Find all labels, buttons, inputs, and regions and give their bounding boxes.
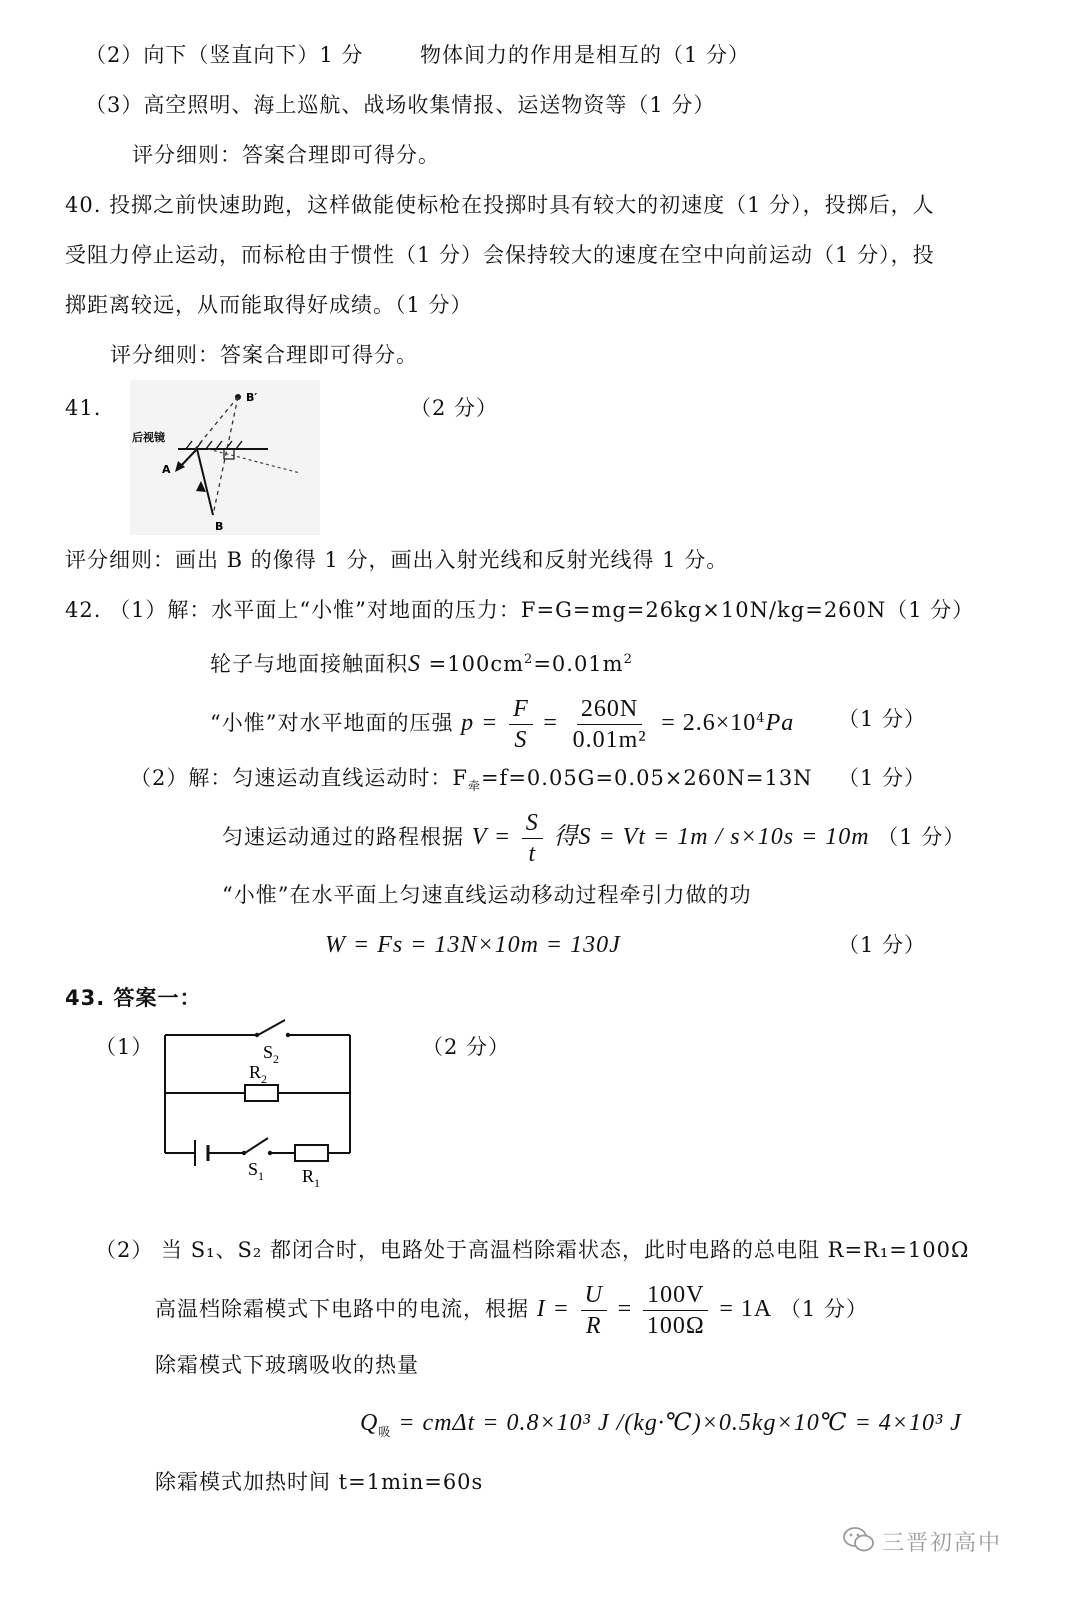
switch-s2-contact-right bbox=[286, 1033, 290, 1037]
q43-heat-intro: 除霜模式下玻璃吸收的热量 bbox=[155, 1353, 419, 1377]
q40-line-3: 掷距离较远，从而能取得好成绩。（1 分） bbox=[65, 293, 473, 317]
q43-current-formula: 高温档除霜模式下电路中的电流，根据 I = $\frac{U}{R}$ = $\frac{100V}{100\Omega}$ = 1A （1 分） bbox=[155, 1282, 868, 1339]
resistor-r2 bbox=[245, 1085, 278, 1101]
q42-work-intro: “小惟”在水平面上匀速直线运动移动过程牵引力做的功 bbox=[222, 883, 752, 907]
mirror-label: 后视镜 bbox=[132, 431, 165, 444]
q42-part2-force: （2）解：匀速运动直线运动时：$F_牵=f=0.05G=0.05\times 260N=13N$ bbox=[130, 766, 813, 794]
circuit-diagram bbox=[150, 1010, 365, 1190]
q42-pressure-score: （1 分） bbox=[838, 707, 927, 731]
q43-title: 43. 答案一： bbox=[65, 986, 202, 1010]
q43-part2-line-1: （2） 当 S₁、S₂ 都闭合时，电路处于高温档除霜状态，此时电路的总电阻 R=R₁=100Ω bbox=[95, 1238, 970, 1262]
q43-part1-score: （2 分） bbox=[422, 1035, 511, 1059]
label-s2: $S_2$ bbox=[263, 1042, 280, 1066]
q41-scoring-rule: 评分细则：画出 B 的像得 1 分，画出入射光线和反射光线得 1 分。 bbox=[65, 548, 729, 572]
q42-line-2: 轮子与地面接触面积$S =100cm^2=0.01m^2$ bbox=[210, 651, 633, 677]
q39-part3-answer: （3）高空照明、海上巡航、战场收集情报、运送物资等（1 分） bbox=[85, 93, 716, 117]
diagram-background bbox=[130, 380, 320, 535]
label-r1: $R_1$ bbox=[302, 1166, 321, 1190]
switch-s1-contact-left bbox=[242, 1151, 246, 1155]
wechat-icon bbox=[842, 1525, 876, 1555]
q39-part2-reason: 物体间力的作用是相互的（1 分） bbox=[420, 43, 751, 67]
switch-s2-contact-left bbox=[255, 1033, 259, 1037]
q42-work-formula: W = Fs = 13N×10m = 130J bbox=[325, 932, 621, 958]
q43-part1-label: （1） bbox=[95, 1035, 154, 1059]
q42-pressure-formula: “小惟”对水平地面的压强 p = $\frac{F}{S}$ = $\frac{260N}{\text{0.01m²}}$ = $2.6\times 10^4Pa$ bbox=[210, 696, 795, 753]
q42-work-score: （1 分） bbox=[838, 933, 927, 957]
q40-line-2: 受阻力停止运动，而标枪由于惯性（1 分）会保持较大的速度在空中向前运动（1 分），投 bbox=[65, 243, 935, 267]
q39-part2-answer: （2）向下（竖直向下）1 分 bbox=[85, 43, 364, 67]
point-a-label: A bbox=[162, 463, 171, 476]
mirror-ray-diagram bbox=[120, 375, 320, 535]
label-s1: $S_1$ bbox=[248, 1159, 265, 1183]
switch-s1-blade bbox=[245, 1138, 268, 1153]
point-b-label: B bbox=[215, 520, 224, 533]
q43-heat-formula: $Q_吸 = cm\Delta t = 0.8\times 10^3$ J /(kg·℃)×0.5kg×10℃ = 4×10³ J bbox=[360, 1410, 962, 1439]
q41-number: 41. bbox=[65, 396, 102, 420]
q40-line-1: 40. 投掷之前快速助跑，这样做能使标枪在投掷时具有较大的初速度（1 分），投掷后，人 bbox=[65, 193, 935, 217]
q40-scoring-rule: 评分细则：答案合理即可得分。 bbox=[110, 343, 418, 367]
watermark-text: 三晋初高中 bbox=[882, 1531, 1003, 1556]
q42-part2-force-score: （1 分） bbox=[838, 766, 927, 790]
point-b-prime-label: B′ bbox=[246, 391, 258, 404]
switch-s1-contact-right bbox=[268, 1151, 272, 1155]
label-r2: $R_2$ bbox=[249, 1062, 268, 1086]
q42-line-1: 42. （1）解：水平面上“小惟”对地面的压力：F=G=mg=26kg×10N/kg=260N（1 分） bbox=[65, 598, 975, 622]
q39-scoring-rule: 评分细则：答案合理即可得分。 bbox=[132, 143, 440, 167]
q43-heating-time: 除霜模式加热时间 t=1min=60s bbox=[155, 1470, 484, 1494]
q41-score: （2 分） bbox=[410, 396, 499, 420]
resistor-r1 bbox=[295, 1145, 328, 1161]
q42-distance-formula: 匀速运动通过的路程根据 V = $\frac{S}{t}$ 得S = Vt = 1m / s×10s = 10m （1 分） bbox=[222, 810, 966, 867]
switch-s2-blade bbox=[258, 1020, 285, 1035]
